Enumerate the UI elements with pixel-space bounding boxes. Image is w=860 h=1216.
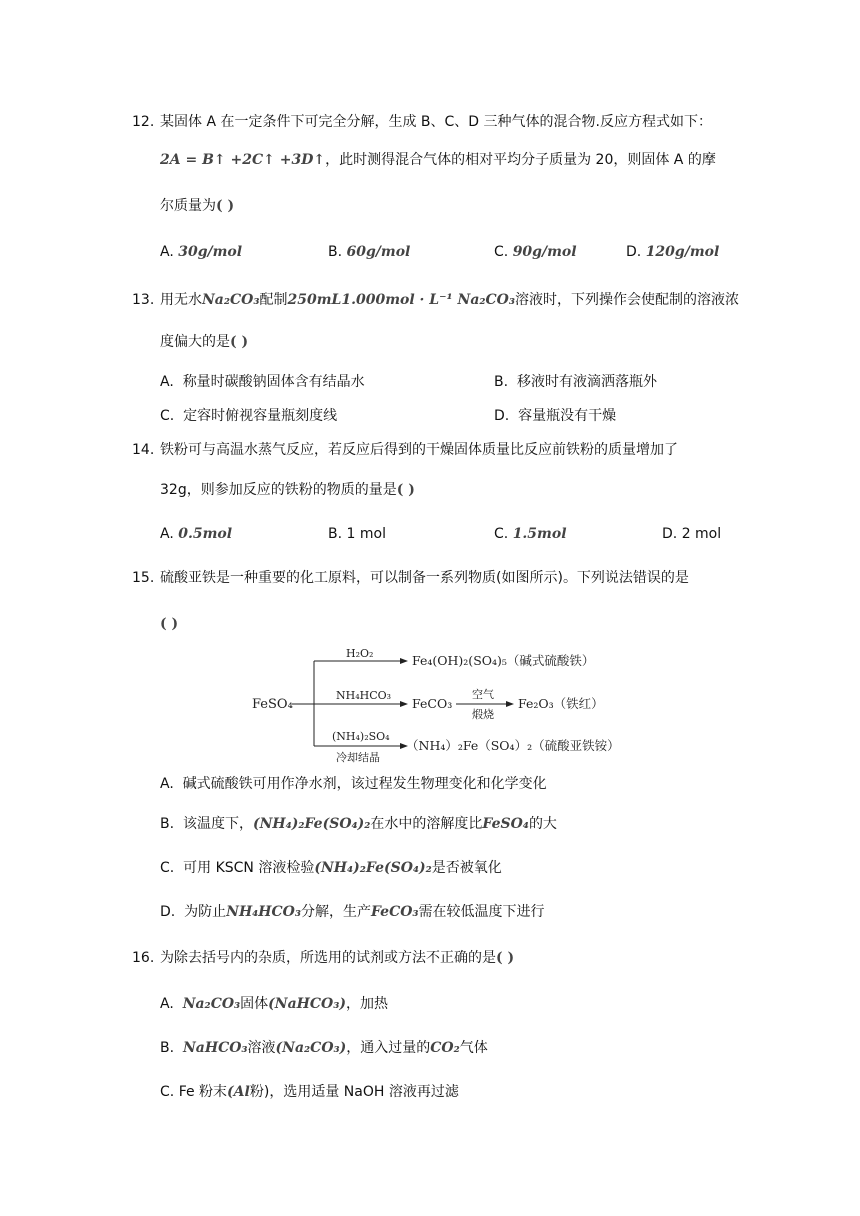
option-value: 120g/mol [645,244,720,260]
question-13-text [160,290,739,310]
q14-option-b [328,524,386,544]
option-value: 30g/mol [178,244,243,260]
option-text: ，选用适量 NaOH 溶液再过滤 [269,1084,459,1100]
option-label: D. [494,408,510,424]
option-text: 溶液 [247,1040,276,1056]
product-basic-iron-sulfate: Fe₄(OH)₂(SO₄)₅（碱式硫酸铁） [412,653,595,668]
chemical-formula: FeSO₄ [482,816,529,832]
reagent-h2o2: H₂O₂ [346,647,374,660]
q15-option-b [160,814,557,834]
option-label: B. [328,526,343,542]
option-label: B. [328,244,343,260]
option-value: 定容时俯视容量瓶刻度线 [183,408,338,424]
chemical-formula: Na₂CO₃ [182,996,241,1012]
option-text: 是否被氧化 [431,860,502,876]
option-text: 固体 [240,996,269,1012]
q14-option-a [160,524,232,544]
arrowhead-row2 [400,701,408,707]
option-label: B. [160,816,175,832]
condition-cool-crystallize: 冷却结晶 [336,751,380,764]
option-value: 容量瓶没有干燥 [518,408,617,424]
q16-option-b [160,1038,488,1058]
q15-option-a [160,774,547,794]
option-text: 该温度下， [182,816,253,832]
chemical-formula: (Na₂CO₃) [275,1040,347,1056]
option-label: D. [160,904,176,920]
reaction-equation: 2A = B↑ +2C↑ +3D↑ [160,152,326,168]
option-label: A. [160,996,174,1012]
option-text: Fe 粉末 [178,1084,228,1100]
question-12-line3 [160,196,234,216]
arrowhead-row1 [400,658,408,664]
reagent-ammonium-sulfate: (NH₄)₂SO₄ [332,730,390,743]
question-14-number: 14. [132,442,155,458]
option-text: 的大 [528,816,557,832]
answer-blank: ( ) [496,950,515,966]
q14-option-c [494,524,567,544]
option-label: C. [494,244,509,260]
answer-blank: ( ) [230,334,249,350]
q16-text: 为除去括号内的杂质，所选用的试剂或方法不正确的是 [160,950,496,966]
option-text: 气体 [459,1040,488,1056]
q15-text-part: 硫酸亚铁是一种重要的化工原料，可以制备一系列物质 [160,570,496,586]
option-text: 在水中的溶解度比 [370,816,483,832]
question-12-text: 某固体 A 在一定条件下可完全分解，生成 B、C、D 三种气体的混合物.反应方程式如下： [160,114,712,130]
intermediate-feco3: FeCO₃ [412,696,453,711]
option-value: 90g/mol [512,244,577,260]
chemical-formula: CO₂ [430,1040,460,1056]
option-value: 移液时有液滴洒落瓶外 [516,374,657,390]
q14-line2-text: 32g，则参加反应的铁粉的物质的量是 [160,482,397,498]
q15-figure-ref: (如图所示) [496,570,563,586]
condition-air: 空气 [472,688,494,701]
q13-option-b [494,372,657,392]
q12-option-d [626,242,719,262]
q12-option-c [494,242,577,262]
option-value: 称量时碳酸钠固体含有结晶水 [182,374,365,390]
option-text: 粉) [249,1084,270,1100]
product-iron-red: Fe₂O₃（铁红） [518,696,604,711]
option-text: 为防止 [184,904,227,920]
option-text: 碱式硫酸铁可用作净水剂，该过程发生物理变化和化学变化 [182,776,547,792]
chemical-formula: (NH₄)₂Fe(SO₄)₂ [314,860,432,876]
option-label: B. [160,1040,175,1056]
option-label: D. [662,526,678,542]
answer-blank: ( ) [216,198,235,214]
option-text: ，加热 [346,996,388,1012]
option-value: 2 mol [681,526,722,542]
chemical-formula: (NaHCO₃) [268,996,346,1012]
chemical-formula: Na₂CO₃ [202,292,260,308]
q12-option-a [160,242,242,262]
option-label: D. [626,244,642,260]
option-label: C. [160,860,175,876]
option-label: A. [160,244,174,260]
q13-text-part: 用无水 [160,292,202,308]
q14-option-d [662,524,721,544]
chemical-formula: (NH₄)₂Fe(SO₄)₂ [252,816,371,832]
option-label: C. [160,1084,175,1100]
option-label: B. [494,374,509,390]
chemical-formula: NH₄HCO₃ [226,904,301,920]
option-text: ，通入过量的 [346,1040,431,1056]
option-text: 分解，生产 [301,904,371,920]
question-15-line2 [160,614,178,634]
question-15-text [160,568,689,588]
q13-line2-text: 度偏大的是 [160,334,230,350]
chemical-formula: (Al [227,1084,250,1100]
option-value: 0.5mol [178,526,233,542]
scheme-start: FeSO₄ [252,697,293,712]
option-value: 1.5mol [512,526,567,542]
reagent-nh4hco3: NH₄HCO₃ [336,689,392,702]
option-label: A. [160,776,174,792]
question-15-number: 15. [132,570,155,586]
answer-blank: ( ) [160,616,179,632]
product-ammonium-iron-sulfate: （NH₄）₂Fe（SO₄）₂（硫酸亚铁铵） [406,738,620,753]
question-14-text: 铁粉可与高温水蒸气反应，若反应后得到的干燥固体质量比反应前铁粉的质量增加了 [160,442,678,458]
q13-option-a [160,372,365,392]
condition-calcine: 煅烧 [472,708,494,721]
answer-blank: ( ) [396,482,415,498]
chemical-formula: NaHCO₃ [182,1040,248,1056]
q13-text-part: 配制 [259,292,288,308]
question-16-text [160,948,514,968]
option-label: A. [160,526,174,542]
q15-text-part: 。下列说法错误的是 [562,570,689,586]
question-14-line2 [160,480,415,500]
option-label: C. [494,526,509,542]
option-text: 可用 KSCN 溶液检验 [183,860,315,876]
question-12-line2 [160,150,716,170]
q16-option-c [160,1082,459,1102]
option-label: C. [160,408,175,424]
question-12-number: 12. [132,114,155,130]
option-text: 需在较低温度下进行 [418,904,545,920]
q13-text-part: 溶液时，下列操作会使配制的溶液浓 [515,292,740,308]
option-label: A. [160,374,174,390]
option-value: 60g/mol [346,244,411,260]
question-12-line3-text: 尔质量为 [160,198,216,214]
q16-option-a [160,994,388,1014]
question-16-number: 16. [132,950,155,966]
q15-option-c [160,858,502,878]
question-12-line2-text: ，此时测得混合气体的相对平均分子质量为 20，则固体 A 的摩 [325,152,716,168]
q12-option-b [328,242,410,262]
q13-option-c [160,406,337,426]
reaction-scheme-diagram [250,642,620,764]
concentration-formula: 250mL1.000mol · L⁻¹ Na₂CO₃ [287,292,516,308]
chemical-formula: FeCO₃ [371,904,419,920]
q13-option-d [494,406,616,426]
question-13-number: 13. [132,292,155,308]
q15-option-d [160,902,545,922]
arrowhead-calcine [506,701,514,707]
question-13-line2 [160,332,248,352]
option-value: 1 mol [346,526,386,542]
